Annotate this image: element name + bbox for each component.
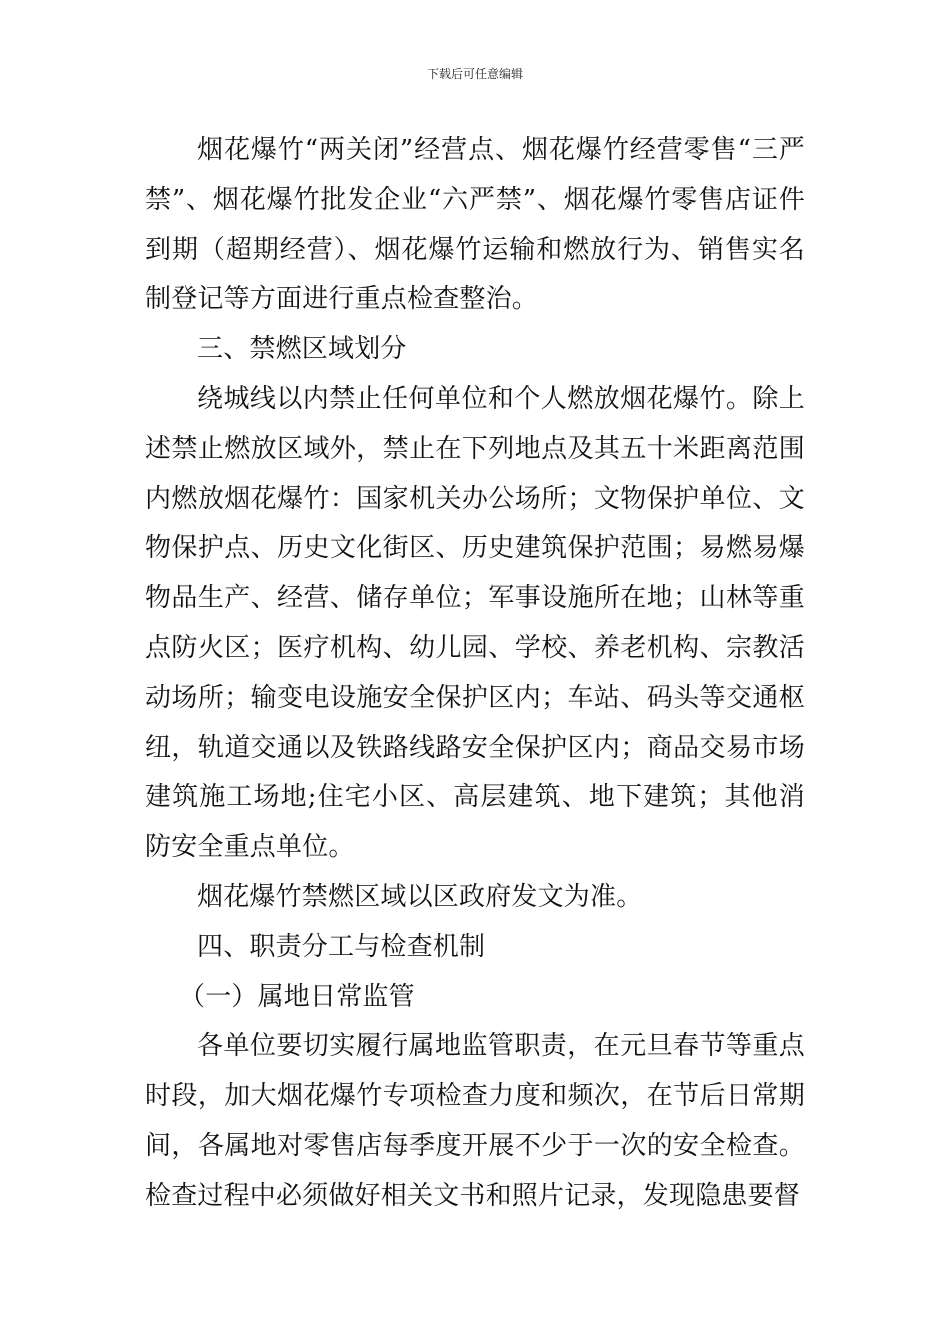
section-heading-4: 四、职责分工与检查机制 <box>197 931 486 962</box>
document-body <box>145 126 805 1222</box>
paragraph-official-document: 烟花爆竹禁燃区域以区政府发文为准。 <box>197 881 643 912</box>
subsection-heading-1: （一）属地日常监管 <box>179 981 415 1012</box>
page-header-note: 下载后可任意编辑 <box>426 67 523 81</box>
paragraph-prohibited-areas: 绕城线以内禁止任何单位和个人燃放烟花爆竹。除上述禁止燃放区域外，禁止在下列地点及其五十米距离范围内燃放烟花爆竹：国家机关办公场所；文物保护单位、文物保护点、历史文化街区、历史建筑保护范围；易燃易爆物品生产、经营、储存单位；军事设施所在地；山林等重点防火区；医疗机构、幼儿园、学校、养老机构、宗教活动场所；输变电设施安全保护区内；车站、码头等交通枢纽，轨道交通以及铁路线路安全保护区内；商品交易市场建筑施工场地;住宅小区、高层建筑、地下建筑；其他消防安全重点单位。 <box>145 383 805 863</box>
paragraph-daily-supervision: 各单位要切实履行属地监管职责，在元旦春节等重点时段，加大烟花爆竹专项检查力度和频次，在节后日常期间，各属地对零售店每季度开展不少于一次的安全检查。检查过程中必须做好相关文书和照片记录，发现隐患要督 <box>145 1031 805 1211</box>
section-heading-3: 三、禁燃区域划分 <box>197 334 407 365</box>
paragraph-inspection-items: 烟花爆竹“两关闭”经营点、烟花爆竹经营零售“三严禁”、烟花爆竹批发企业“六严禁”、烟花爆竹零售店证件到期（超期经营）、烟花爆竹运输和燃放行为、销售实名制登记等方面进行重点检查整治。 <box>145 135 805 315</box>
